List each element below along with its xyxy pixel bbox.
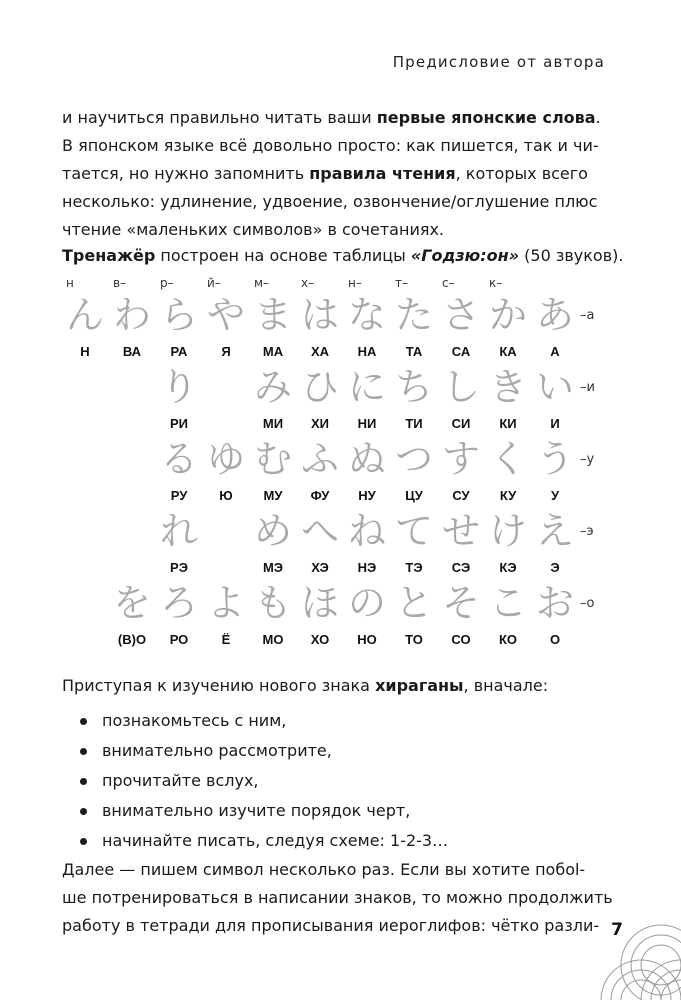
kana-reading: НУ <box>358 488 376 503</box>
kana-character: ん <box>65 293 104 337</box>
kana-reading: ХА <box>310 344 330 359</box>
kana-character: ね <box>347 509 386 553</box>
kana-reading: КЭ <box>499 560 517 575</box>
kana-reading: СИ <box>451 416 471 431</box>
kana-character: ち <box>394 365 433 409</box>
trainer-table-name: «Годзю:он» <box>410 246 520 265</box>
kana-reading: ЦУ <box>405 488 423 503</box>
kana-row <box>62 292 622 364</box>
kana-reading: У <box>550 488 560 503</box>
kana-character: か <box>488 293 527 337</box>
kana-reading: ТО <box>405 632 423 647</box>
kana-reading: ТИ <box>405 416 423 431</box>
kana-character: こ <box>488 581 527 625</box>
lead-text: , вначале: <box>463 676 549 695</box>
kana-character: く <box>488 437 527 481</box>
kana-character: の <box>347 581 386 625</box>
intro-line-2: В японском языке всё довольно просто: как пишется, так и чи- <box>62 136 599 155</box>
kana-character: え <box>535 509 574 553</box>
intro-line-1 <box>62 104 602 132</box>
kana-reading: КУ <box>499 488 517 503</box>
kana-reading: И <box>550 416 560 431</box>
tail-line-3: работу в тетради для прописывания иероглифов: чётко разли- <box>62 916 600 935</box>
kana-reading: НО <box>357 632 377 647</box>
kana-reading: Э <box>550 560 560 575</box>
intro-text-span: тается, но нужно запомнить <box>62 164 310 183</box>
trainer-bold: Тренажёр <box>62 246 156 265</box>
bold-term: первые японские слова <box>376 108 596 127</box>
kana-character: ふ <box>300 437 339 481</box>
kana-character: ら <box>159 293 198 337</box>
intro-line-5: чтение «маленьких символов» в сочетаниях. <box>62 220 445 239</box>
kana-character: ゆ <box>206 437 245 481</box>
kana-reading: Я <box>221 344 231 359</box>
kana-reading: Ё <box>221 632 231 647</box>
kana-reading: ТЭ <box>405 560 423 575</box>
kana-character: み <box>253 365 292 409</box>
kana-reading: ТА <box>405 344 423 359</box>
kana-reading: МЭ <box>262 560 284 575</box>
intro-text <box>62 104 602 244</box>
intro-line-4: несколько: удлинение, удвоение, озвончение/оглушение плюс <box>62 192 598 211</box>
kana-character: に <box>347 365 386 409</box>
vowel-label: –и <box>580 380 595 395</box>
lead-text: Приступая к изучению нового знака <box>62 676 376 695</box>
kana-character: は <box>300 293 339 337</box>
kana-reading: МА <box>262 344 284 359</box>
kana-character: た <box>394 293 433 337</box>
kana-character: ろ <box>159 581 198 625</box>
tail-line-2: ше потренироваться в написании знаков, то можно продолжить <box>62 888 613 907</box>
kana-reading: ХО <box>310 632 330 647</box>
kana-character: る <box>159 437 198 481</box>
step-item: познакомьтесь с ним, <box>62 706 622 736</box>
kana-character: や <box>206 293 245 337</box>
kana-character: せ <box>441 509 480 553</box>
kana-reading: СУ <box>452 488 470 503</box>
trainer-text: построен на основе таблицы <box>155 246 411 265</box>
intro-line-3 <box>62 160 602 188</box>
kana-row <box>62 436 622 508</box>
vowel-label: –о <box>580 596 595 611</box>
kana-reading: МИ <box>262 416 284 431</box>
kana-reading: А <box>550 344 560 359</box>
kana-reading: МО <box>262 632 284 647</box>
kana-reading: РА <box>170 344 188 359</box>
kana-character: う <box>535 437 574 481</box>
instructions <box>62 672 622 940</box>
kana-reading: НА <box>357 344 377 359</box>
consonant-label: н– <box>348 276 362 290</box>
trainer-line <box>62 244 623 268</box>
kana-character: て <box>394 509 433 553</box>
consonant-label: м– <box>254 276 270 290</box>
kana-character: い <box>535 365 574 409</box>
kana-character: つ <box>394 437 433 481</box>
kana-reading: Ю <box>219 488 233 503</box>
consonant-label: х– <box>301 276 315 290</box>
kana-reading: НЭ <box>357 560 377 575</box>
instructions-lead <box>62 672 622 700</box>
kana-character: し <box>441 365 480 409</box>
kana-character: わ <box>112 293 151 337</box>
kana-character: け <box>488 509 527 553</box>
kana-character: も <box>253 581 292 625</box>
consonant-label: н <box>66 276 74 290</box>
consonant-label: р– <box>160 276 174 290</box>
kana-row <box>62 508 622 580</box>
step-item: внимательно рассмотрите, <box>62 736 622 766</box>
steps-list <box>62 706 622 856</box>
kana-row <box>62 580 622 652</box>
kana-character: り <box>159 365 198 409</box>
kana-reading: СО <box>451 632 471 647</box>
consonant-label: в– <box>113 276 127 290</box>
kana-reading: РИ <box>169 416 188 431</box>
kana-character: ほ <box>300 581 339 625</box>
kana-reading: НИ <box>357 416 377 431</box>
intro-text-span: , которых всего <box>455 164 588 183</box>
step-item: прочитайте вслух, <box>62 766 622 796</box>
kana-character: よ <box>206 581 245 625</box>
bold-term: правила чтения <box>309 164 456 183</box>
vowel-label: –у <box>580 452 595 467</box>
kana-reading: Н <box>80 344 90 359</box>
kana-reading: СЭ <box>451 560 471 575</box>
kana-reading: РУ <box>170 488 188 503</box>
intro-text-span: и научиться правильно читать ваши <box>62 108 377 127</box>
running-header: Предисловие от автора <box>392 53 605 71</box>
kana-character: な <box>347 293 386 337</box>
kana-character: す <box>441 437 480 481</box>
kana-character: む <box>253 437 292 481</box>
kana-reading: ФУ <box>310 488 330 503</box>
step-item: начинайте писать, следуя схеме: 1-2-3… <box>62 826 622 856</box>
kana-reading: ХЭ <box>311 560 329 575</box>
kana-character: ま <box>253 293 292 337</box>
kana-character: を <box>112 581 151 625</box>
consonant-label: с– <box>442 276 455 290</box>
kana-reading: (В)О <box>117 632 147 647</box>
kana-reading: РО <box>169 632 189 647</box>
kana-character: あ <box>535 293 574 337</box>
kana-character: お <box>535 581 574 625</box>
kana-reading: КИ <box>499 416 517 431</box>
consonant-label: к– <box>489 276 503 290</box>
kana-character: と <box>394 581 433 625</box>
bold-term: хираганы <box>375 676 464 695</box>
kana-reading: О <box>549 632 561 647</box>
kana-character: さ <box>441 293 480 337</box>
kana-reading: РЭ <box>170 560 188 575</box>
consonant-label: й– <box>207 276 221 290</box>
kana-reading: КО <box>498 632 518 647</box>
kana-reading: СА <box>451 344 471 359</box>
vowel-label: –э <box>580 524 594 539</box>
step-item: внимательно изучите порядок черт, <box>62 796 622 826</box>
intro-text-span: . <box>595 108 601 127</box>
kana-row <box>62 364 622 436</box>
wave-pattern-decoration <box>561 870 681 1000</box>
gojuon-table <box>62 276 622 656</box>
page-number: 7 <box>611 920 623 940</box>
kana-character: ぬ <box>347 437 386 481</box>
tail-line-1: Далее — пишем символ несколько раз. Если вы хотите побol- <box>62 860 586 879</box>
kana-character: ひ <box>300 365 339 409</box>
trainer-text: (50 звуков). <box>519 246 624 265</box>
kana-reading: ВА <box>122 344 142 359</box>
kana-character: へ <box>300 509 339 553</box>
kana-reading: ХИ <box>310 416 329 431</box>
consonant-label: т– <box>395 276 408 290</box>
kana-reading: КА <box>499 344 517 359</box>
kana-reading: МУ <box>263 488 283 503</box>
kana-character: き <box>488 365 527 409</box>
vowel-label: –а <box>580 308 595 323</box>
kana-character: れ <box>159 509 198 553</box>
kana-character: め <box>253 509 292 553</box>
kana-character: そ <box>441 581 480 625</box>
